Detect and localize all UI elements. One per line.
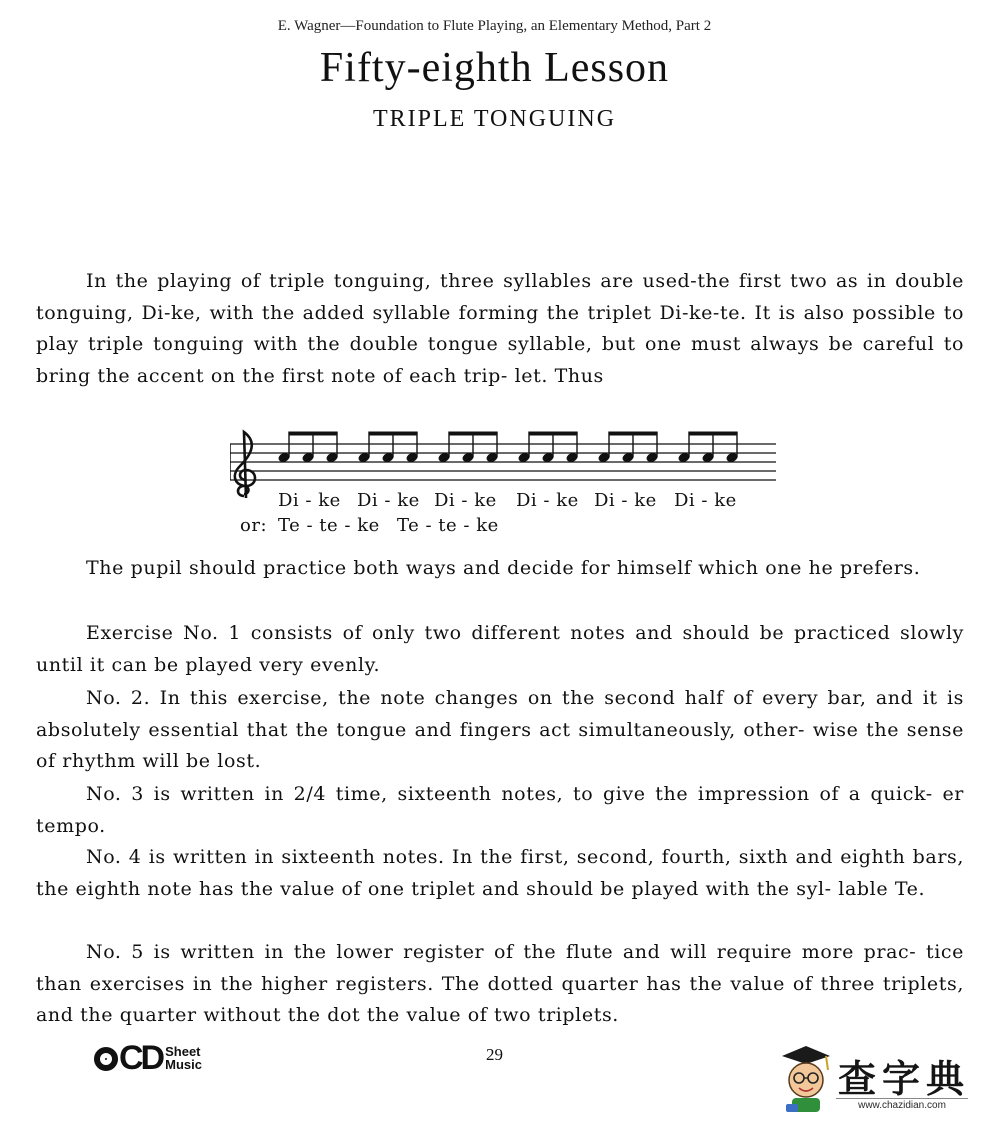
chazidian-watermark [778, 1042, 978, 1114]
lesson-title: Fifty-eighth Lesson [319, 45, 670, 91]
paragraph-practice: The pupil should practice both ways and decide for himself which one he prefers. [86, 557, 921, 579]
treble-clef-icon [235, 432, 255, 498]
cd-sheet-music-logo [94, 1040, 202, 1076]
logo-line-1: Sheet [165, 1044, 201, 1059]
syllable: Di - ke [594, 490, 657, 511]
music-example [230, 428, 790, 543]
mascot-icon [778, 1042, 834, 1114]
chazidian-url: www.chazidian.com [836, 1098, 968, 1113]
note-beam [529, 432, 577, 436]
syllable: Di - ke [357, 490, 420, 511]
paragraph-intro: In the playing of triple tonguing, three syllables are used-the first two as in double tonguing, Di-ke, with the added syllable forming the triplet Di-ke-te. It is also possible to play triple tonguing with the double tongue syllable, but one must always be careful to bring the accent on the first note of each trip- let. Thus [36, 270, 964, 387]
syllable: Di - ke [434, 490, 497, 511]
disc-icon [94, 1047, 118, 1071]
syllable: Di - ke [278, 490, 341, 511]
syllable-prefix: or: [240, 515, 268, 536]
lesson-subtitle: TRIPLE TONGUING [372, 106, 617, 132]
paragraph-exercise-5: No. 5 is written in the lower register of the flute and will require more prac- tice than exercises in the higher registers. The dotted quarter has the value of three triplets, and the quarter without the dot the value of two triplets. [36, 941, 964, 1026]
chazidian-name: 查字典 [838, 1057, 971, 1101]
logo-wordmark [165, 1045, 202, 1071]
paragraph-exercise-4: No. 4 is written in sixteenth notes. In the first, second, fourth, sixth and eighth bars, the eighth note has the value of one triplet and should be played with the syl- lable Te. [36, 846, 964, 900]
syllable: Di - ke [674, 490, 737, 511]
note-beam [289, 432, 337, 436]
running-header: E. Wagner—Foundation to Flute Playing, an Elementary Method, Part 2 [277, 18, 712, 34]
note-beam [449, 432, 497, 436]
paragraph-exercise-1: Exercise No. 1 consists of only two different notes and should be practiced slowly until it can be played very evenly. [36, 622, 964, 676]
note-beam [689, 432, 737, 436]
note-beam [369, 432, 417, 436]
triplet-notes [277, 432, 738, 464]
cd-logo-mark [94, 1041, 162, 1075]
page-number: 29 [486, 1045, 503, 1064]
paragraph-exercise-3: No. 3 is written in 2/4 time, sixteenth notes, to give the impression of a quick- er tempo. [36, 783, 964, 837]
syllable: Te - te - ke [278, 515, 380, 536]
logo-line-2: Music [165, 1057, 202, 1072]
syllable: Di - ke [516, 490, 579, 511]
syllable: Te - te - ke [397, 515, 499, 536]
paragraph-exercise-2: No. 2. In this exercise, the note changes on the second half of every bar, and it is absolutely essential that the tongue and fingers act simultaneously, other- wise the sense of rhythm will be lost. [36, 687, 964, 772]
staff-lines [230, 444, 776, 480]
note-beam [609, 432, 657, 436]
logo-letters: CD [119, 1039, 163, 1077]
